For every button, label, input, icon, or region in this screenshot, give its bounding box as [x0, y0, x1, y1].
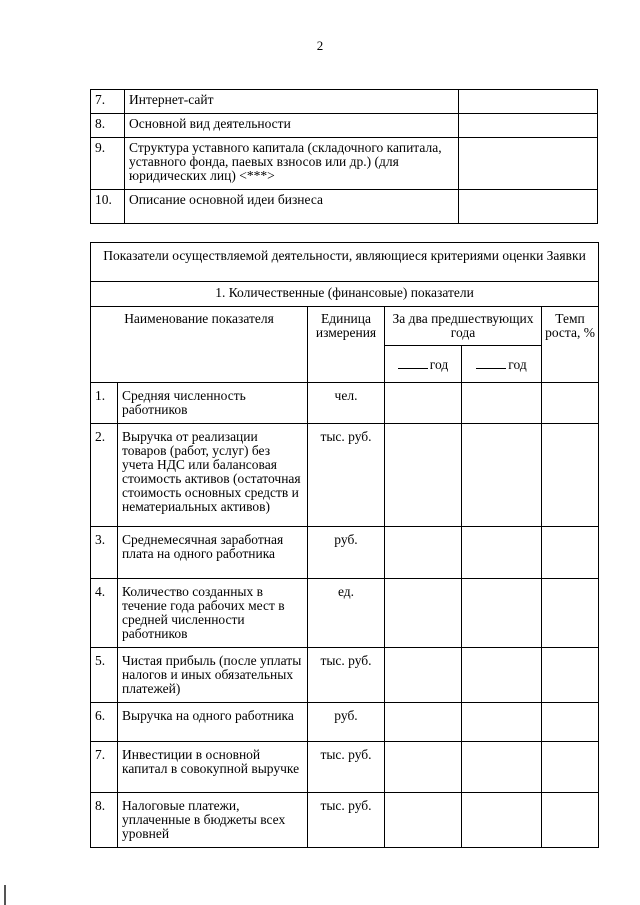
header-year-1[interactable]	[385, 346, 462, 383]
value-cell[interactable]	[459, 90, 598, 114]
value-cell[interactable]	[542, 703, 599, 742]
row-number: 3.	[91, 527, 118, 579]
table-row	[91, 424, 599, 527]
value-cell[interactable]	[462, 703, 542, 742]
indicator-unit: ед.	[308, 579, 385, 648]
value-cell[interactable]	[459, 138, 598, 190]
value-cell[interactable]	[462, 579, 542, 648]
header-unit: Единица измерения	[308, 307, 385, 383]
indicator-unit: тыс. руб.	[308, 793, 385, 848]
value-cell[interactable]	[542, 793, 599, 848]
indicator-unit: чел.	[308, 383, 385, 424]
row-number: 4.	[91, 579, 118, 648]
indicator-unit: руб.	[308, 527, 385, 579]
indicator-unit: тыс. руб.	[308, 648, 385, 703]
year-label: год	[508, 356, 527, 372]
row-number: 1.	[91, 383, 118, 424]
value-cell[interactable]	[385, 648, 462, 703]
value-cell[interactable]	[542, 383, 599, 424]
row-number: 7.	[91, 90, 125, 114]
table-row	[91, 648, 599, 703]
indicator-name: Чистая прибыль (после уплаты налогов и иных обязательных платежей)	[118, 648, 308, 703]
table-row	[91, 190, 598, 224]
header-growth: Темп роста, %	[542, 307, 599, 383]
indicator-name: Выручка от реализации товаров (работ, услуг) без учета НДС или балансовая стоимость активов (остаточная стоимость основных средств и нематериальных активов)	[118, 424, 308, 527]
row-number: 6.	[91, 703, 118, 742]
table-row	[91, 527, 599, 579]
table-row	[91, 90, 598, 114]
indicator-name: Налоговые платежи, уплаченные в бюджеты всех уровней	[118, 793, 308, 848]
header-period: За два предшествующих года	[385, 307, 542, 346]
row-label: Интернет-сайт	[125, 90, 459, 114]
row-number: 9.	[91, 138, 125, 190]
value-cell[interactable]	[385, 793, 462, 848]
row-label: Структура уставного капитала (складочного капитала, уставного фонда, паевых взносов или др.) (для юридических лиц) <***>	[125, 138, 459, 190]
value-cell[interactable]	[462, 742, 542, 793]
value-cell[interactable]	[462, 793, 542, 848]
header-year-2[interactable]	[462, 346, 542, 383]
row-number: 5.	[91, 648, 118, 703]
table-row	[91, 703, 599, 742]
row-number: 8.	[91, 793, 118, 848]
year-blank[interactable]	[398, 357, 428, 369]
value-cell[interactable]	[385, 703, 462, 742]
value-cell[interactable]	[459, 190, 598, 224]
indicator-unit: тыс. руб.	[308, 424, 385, 527]
row-number: 2.	[91, 424, 118, 527]
value-cell[interactable]	[385, 742, 462, 793]
page-number: 2	[316, 38, 324, 53]
table-row	[91, 579, 599, 648]
indicators-table	[90, 242, 599, 848]
table-row	[91, 138, 598, 190]
table-row	[91, 383, 599, 424]
general-info-table	[90, 89, 598, 224]
table-row	[91, 793, 599, 848]
row-number: 8.	[91, 114, 125, 138]
indicator-name: Количество созданных в течение года рабочих мест в средней численности работников	[118, 579, 308, 648]
value-cell[interactable]	[462, 383, 542, 424]
indicator-name: Выручка на одного работника	[118, 703, 308, 742]
value-cell[interactable]	[542, 527, 599, 579]
value-cell[interactable]	[542, 648, 599, 703]
row-number: 10.	[91, 190, 125, 224]
indicator-name: Инвестиции в основной капитал в совокупной выручке	[118, 742, 308, 793]
indicators-title: Показатели осуществляемой деятельности, являющиеся критериями оценки Заявки	[91, 243, 599, 282]
indicator-name: Средняя численность работников	[118, 383, 308, 424]
row-label: Основной вид деятельности	[125, 114, 459, 138]
value-cell[interactable]	[542, 424, 599, 527]
header-name: Наименование показателя	[91, 307, 308, 383]
value-cell[interactable]	[385, 424, 462, 527]
year-label: год	[429, 356, 449, 372]
value-cell[interactable]	[385, 527, 462, 579]
value-cell[interactable]	[385, 579, 462, 648]
table-row	[91, 114, 598, 138]
value-cell[interactable]	[462, 648, 542, 703]
value-cell[interactable]	[542, 742, 599, 793]
value-cell[interactable]	[542, 579, 599, 648]
value-cell[interactable]	[462, 424, 542, 527]
year-blank[interactable]	[476, 357, 506, 369]
indicator-name: Среднемесячная заработная плата на одного работника	[118, 527, 308, 579]
value-cell[interactable]	[462, 527, 542, 579]
row-label: Описание основной идеи бизнеса	[125, 190, 459, 224]
indicator-unit: тыс. руб.	[308, 742, 385, 793]
value-cell[interactable]	[459, 114, 598, 138]
section-title: 1. Количественные (финансовые) показатели	[91, 282, 599, 307]
indicator-unit: руб.	[308, 703, 385, 742]
scan-edge-mark	[4, 885, 6, 905]
row-number: 7.	[91, 742, 118, 793]
value-cell[interactable]	[385, 383, 462, 424]
table-row	[91, 742, 599, 793]
